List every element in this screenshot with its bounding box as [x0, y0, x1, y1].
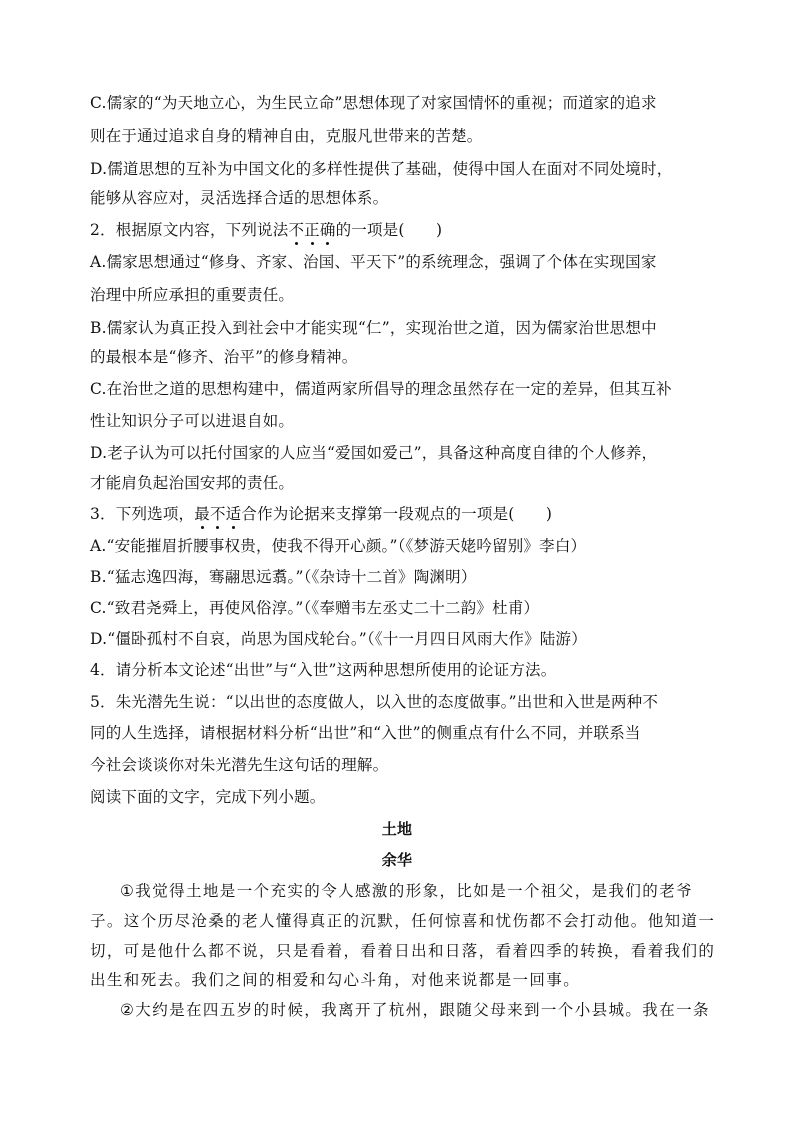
q5-line1: 5．朱光潜先生说：“以出世的态度做人，以入世的态度做事。”出世和入世是两种不 — [90, 693, 659, 711]
q5-line3: 今社会谈谈你对朱光潜先生这句话的理解。 — [90, 756, 389, 774]
q2-stem-before: 2．根据原文内容，下列说法 — [90, 221, 289, 239]
q1-option-d-line2: 能够从容应对，灵活选择合适的思想体系。 — [90, 189, 389, 207]
q2-option-d-line2: 才能肩负起治国安邦的责任。 — [90, 474, 295, 492]
q3-option-b: B.“猛志逸四海，骞翮思远翥。”（《杂诗十二首》陶渊明） — [90, 568, 477, 586]
q2-stem — [90, 220, 710, 240]
q3-emphasis-char-2: 不 — [209, 505, 226, 523]
q5-line2: 同的人生选择，请根据材料分析“出世”和“入世”的侧重点有什么不同，并联系当 — [90, 724, 641, 742]
q3-stem — [90, 504, 710, 524]
q2-emphasis-char-2: 正 — [304, 221, 320, 239]
q3-emphasis-char-3: 适 — [225, 505, 242, 523]
q2-option-c-line2: 性让知识分子可以进退自如。 — [90, 412, 295, 430]
story-p1-line1: ①我觉得土地是一个充实的令人感激的形象，比如是一个祖父，是我们的老爷 — [120, 882, 693, 900]
q2-option-b-line2: 的最根本是“修齐、治平”的修身精神。 — [90, 348, 358, 366]
q3-emphasis-char-1: 最 — [194, 505, 210, 523]
q3-option-c: C.“致君尧舜上，再使风俗淳。”（《奉赠韦左丞丈二十二韵》杜甫） — [90, 599, 540, 617]
q3-option-d: D.“僵卧孤村不自哀，尚思为国戍轮台。”（《十一月四日风雨大作》陆游） — [90, 630, 587, 648]
reading-instruction: 阅读下面的文字，完成下列小题。 — [90, 788, 326, 806]
q1-option-d-line1: D.儒道思想的互补为中国文化的多样性提供了基础，使得中国人在面对不同处境时， — [90, 160, 673, 178]
q2-emphasis-char-1: 不 — [288, 221, 305, 239]
q1-option-c-line1: C.儒家的“为天地立心，为生民立命”思想体现了对家国情怀的重视；而道家的追求 — [90, 94, 657, 112]
story-p2-line1: ②大约是在四五岁的时候，我离开了杭州，跟随父母来到一个小县城。我在一条 — [120, 1001, 710, 1019]
story-p1-line2: 子。这个历尽沧桑的老人懂得真正的沉默，任何惊喜和忧伤都不会打动他。他知道一 — [90, 912, 716, 930]
q4-text: 4．请分析本文论述“出世”与“入世”这两种思想所使用的论证方法。 — [90, 661, 557, 679]
q2-stem-after: 的一项是( ) — [335, 221, 443, 239]
q2-option-b-line1: B.儒家认为真正投入到社会中才能实现“仁”，实现治世之道，因为儒家治世思想中 — [90, 319, 657, 337]
q2-option-c-line1: C.在治世之道的思想构建中，儒道两家所倡导的理念虽然存在一定的差异，但其互补 — [90, 380, 672, 398]
q2-emphasis-char-3: 确 — [319, 221, 336, 239]
q1-option-c-line2: 则在于通过追求自身的精神自由，克服凡世带来的苦楚。 — [90, 127, 483, 145]
q3-stem-after: 合作为论据来支撑第一段观点的一项是( ) — [241, 505, 553, 523]
story-p1-line3: 切，可是他什么都不说，只是看着，看着日出和日落，看着四季的转换，看着我们的 — [90, 942, 716, 960]
story-title: 土地 — [381, 820, 413, 838]
q3-stem-before: 3．下列选项， — [90, 505, 195, 523]
q2-option-a-line2: 治理中所应承担的重要责任。 — [90, 286, 295, 304]
q2-option-d-line1: D.老子认为可以托付国家的人应当“爱国如爱己”，具备这种高度自律的个人修养， — [90, 444, 658, 462]
story-p1-line4: 出生和死去。我们之间的相爱和勾心斗角，对他来说都是一回事。 — [90, 971, 581, 989]
q2-option-a-line1: A.儒家思想通过“修身、齐家、治国、平天下”的系统理念，强调了个体在实现国家 — [90, 253, 657, 271]
q3-option-a: A.“安能摧眉折腰事权贵，使我不得开心颜。”（《梦游天姥吟留别》李白） — [90, 537, 587, 555]
story-author: 余华 — [381, 851, 413, 869]
